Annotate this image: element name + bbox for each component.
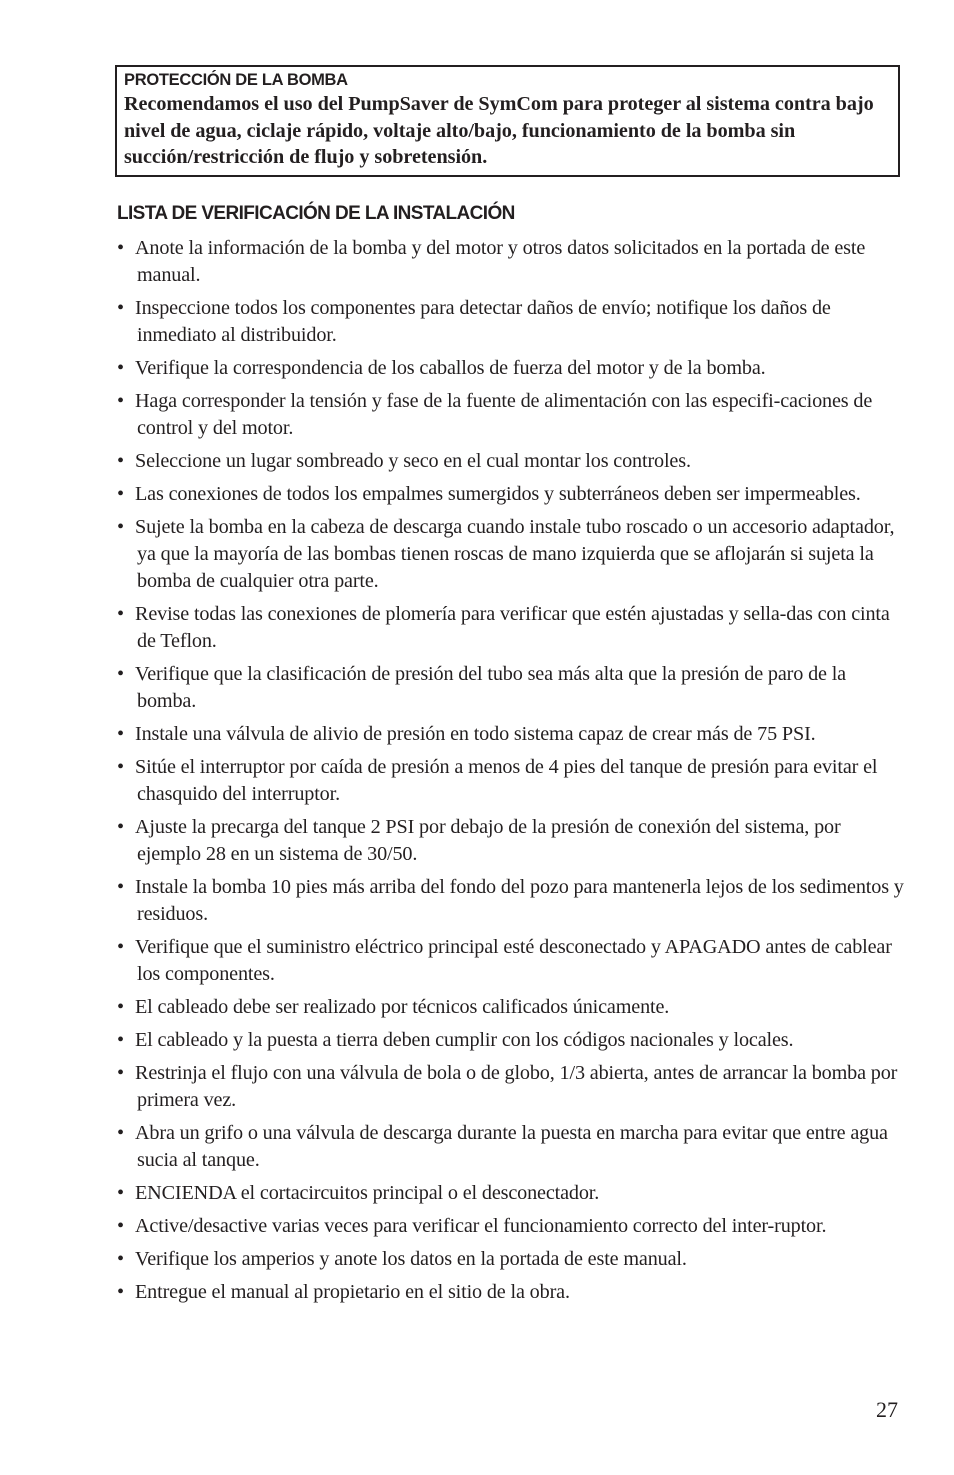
list-item: [117, 481, 907, 508]
bullet-icon: •: [117, 1281, 124, 1303]
list-item: [117, 721, 907, 748]
list-item: [117, 355, 907, 382]
list-item: [117, 1120, 907, 1174]
list-item: [117, 1180, 907, 1207]
list-item-text: Verifique que el suministro eléctrico principal esté desconectado y APAGADO antes de cablear los componentes.: [135, 936, 892, 985]
bullet-icon: •: [117, 297, 124, 319]
list-item: [117, 754, 907, 808]
list-item-text: Verifique que la clasificación de presión del tubo sea más alta que la presión de paro de la bomba.: [135, 663, 846, 712]
bullet-icon: •: [117, 1215, 124, 1237]
bullet-icon: •: [117, 876, 124, 898]
bullet-icon: •: [117, 996, 124, 1018]
bullet-icon: •: [117, 516, 124, 538]
list-item: [117, 1060, 907, 1114]
list-item: [117, 448, 907, 475]
list-item: [117, 1027, 907, 1054]
list-item: [117, 934, 907, 988]
list-item-text: Abra un grifo o una válvula de descarga durante la puesta en marcha para evitar que entre agua sucia al tanque.: [135, 1122, 888, 1171]
list-item-text: Instale la bomba 10 pies más arriba del fondo del pozo para mantenerla lejos de los sedimentos y residuos.: [135, 876, 904, 925]
installation-checklist: [117, 235, 907, 1312]
bullet-icon: •: [117, 1248, 124, 1270]
bullet-icon: •: [117, 390, 124, 412]
list-item-text: Verifique los amperios y anote los datos en la portada de este manual.: [135, 1248, 687, 1270]
bullet-icon: •: [117, 1122, 124, 1144]
list-item-text: ENCIENDA el cortacircuitos principal o el desconectador.: [135, 1182, 600, 1204]
list-item: [117, 1213, 907, 1240]
list-item-text: Inspeccione todos los componentes para detectar daños de envío; notifique los daños de inmediato al distribuidor.: [135, 297, 831, 346]
list-item-text: Anote la información de la bomba y del motor y otros datos solicitados en la portada de este manual.: [135, 237, 866, 286]
pump-protection-notice: [115, 65, 900, 177]
bullet-icon: •: [117, 936, 124, 958]
bullet-icon: •: [117, 1029, 124, 1051]
page-number: 27: [876, 1397, 898, 1422]
list-item-text: El cableado y la puesta a tierra deben cumplir con los códigos nacionales y locales.: [135, 1029, 794, 1051]
list-item: [117, 601, 907, 655]
list-item-text: Sujete la bomba en la cabeza de descarga cuando instale tubo roscado o un accesorio adaptador, ya que la mayoría de las bombas tienen roscas de mano izquierda que se aflojarán si sujeta la bomba de cualquier otra parte.: [135, 516, 895, 592]
bullet-icon: •: [117, 1182, 124, 1204]
bullet-icon: •: [117, 450, 124, 472]
notice-body: Recomendamos el uso del PumpSaver de SymCom para proteger al sistema contra bajo nivel de agua, ciclaje rápido, voltaje alto/bajo, funcionamiento de la bomba sin succión/restricción de flujo y sobretensión.: [124, 93, 874, 168]
list-item-text: Restrinja el flujo con una válvula de bola o de globo, 1/3 abierta, antes de arrancar la bomba por primera vez.: [135, 1062, 898, 1111]
list-item-text: Haga corresponder la tensión y fase de la fuente de alimentación con las especifi-caciones de control y del motor.: [135, 390, 873, 439]
list-item-text: Active/desactive varias veces para verificar el funcionamiento correcto del inter-ruptor.: [135, 1215, 827, 1237]
list-item-text: Entregue el manual al propietario en el sitio de la obra.: [135, 1281, 570, 1303]
bullet-icon: •: [117, 816, 124, 838]
list-item: [117, 295, 907, 349]
list-item-text: Ajuste la precarga del tanque 2 PSI por debajo de la presión de conexión del sistema, por ejemplo 28 en un sistema de 30/50.: [135, 816, 841, 865]
bullet-icon: •: [117, 357, 124, 379]
list-item: [117, 814, 907, 868]
bullet-icon: •: [117, 663, 124, 685]
list-item: [117, 874, 907, 928]
list-item: [117, 661, 907, 715]
list-item-text: Verifique la correspondencia de los caballos de fuerza del motor y de la bomba.: [135, 357, 766, 379]
checklist-heading: LISTA DE VERIFICACIÓN DE LA INSTALACIÓN: [117, 203, 515, 224]
bullet-icon: •: [117, 603, 124, 625]
bullet-icon: •: [117, 237, 124, 259]
list-item-text: El cableado debe ser realizado por técnicos calificados únicamente.: [135, 996, 670, 1018]
list-item-text: Seleccione un lugar sombreado y seco en el cual montar los controles.: [135, 450, 691, 472]
bullet-icon: •: [117, 756, 124, 778]
bullet-icon: •: [117, 723, 124, 745]
list-item: [117, 1246, 907, 1273]
list-item: [117, 1279, 907, 1306]
list-item-text: Instale una válvula de alivio de presión en todo sistema capaz de crear más de 75 PSI.: [135, 723, 816, 745]
bullet-icon: •: [117, 483, 124, 505]
notice-title: PROTECCIÓN DE LA BOMBA: [124, 71, 348, 89]
list-item-text: Las conexiones de todos los empalmes sumergidos y subterráneos deben ser impermeables.: [135, 483, 861, 505]
bullet-icon: •: [117, 1062, 124, 1084]
list-item-text: Sitúe el interruptor por caída de presión a menos de 4 pies del tanque de presión para evitar el chasquido del interruptor.: [135, 756, 878, 805]
list-item-text: Revise todas las conexiones de plomería para verificar que estén ajustadas y sella-das con cinta de Teflon.: [135, 603, 890, 652]
list-item: [117, 994, 907, 1021]
list-item: [117, 388, 907, 442]
list-item: [117, 514, 907, 595]
list-item: [117, 235, 907, 289]
